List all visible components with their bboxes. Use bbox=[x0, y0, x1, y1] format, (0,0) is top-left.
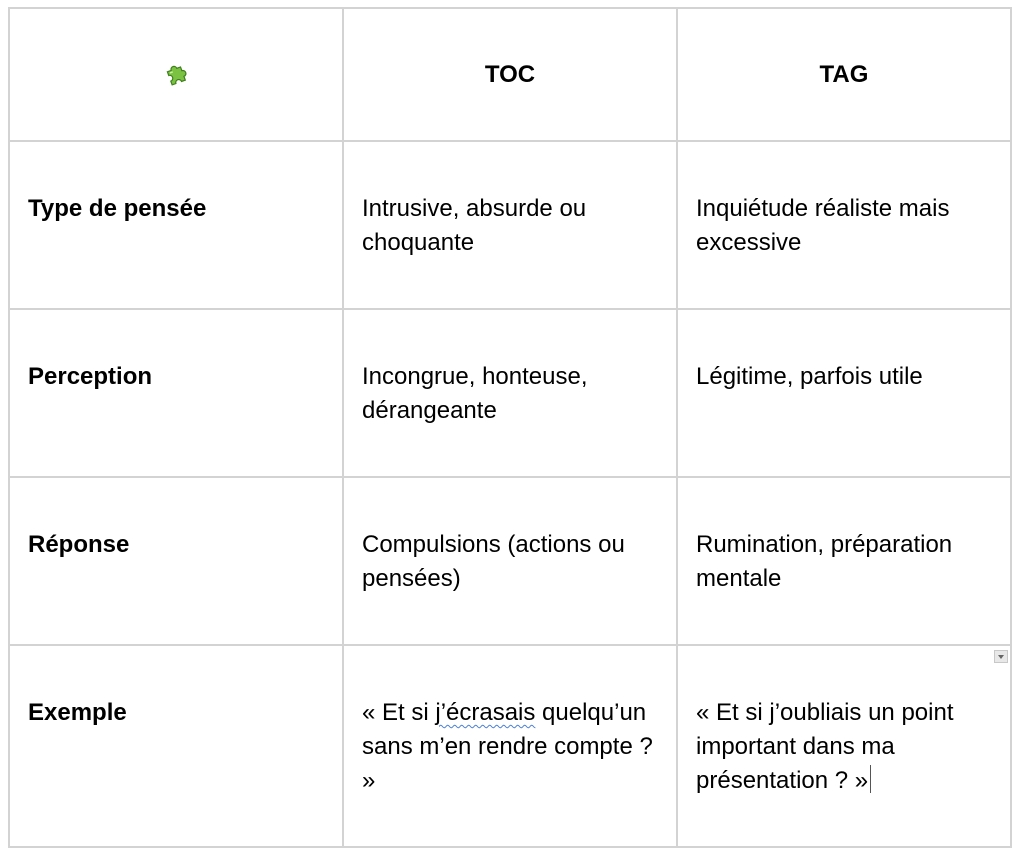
toc-cell-text: Compulsions (actions ou pensées) bbox=[362, 531, 625, 592]
table-header-row bbox=[9, 8, 1011, 141]
tag-cell-content: « Et si j’oubliais un point important dans ma présentation ? » bbox=[696, 699, 954, 794]
spellcheck-word[interactable]: j’écrasais bbox=[435, 699, 536, 726]
table-row bbox=[9, 141, 1011, 309]
header-cell-toc[interactable] bbox=[343, 8, 677, 141]
row-label: Perception bbox=[28, 363, 153, 390]
cell-menu-dropdown-icon[interactable] bbox=[994, 650, 1008, 663]
table-cell[interactable] bbox=[9, 477, 343, 645]
table-row bbox=[9, 645, 1011, 847]
table-cell[interactable] bbox=[677, 477, 1011, 645]
table-cell[interactable] bbox=[677, 309, 1011, 477]
header-cell-icon[interactable] bbox=[9, 8, 343, 141]
column-header-toc: TOC bbox=[484, 60, 536, 88]
column-header-tag: TAG bbox=[819, 60, 869, 88]
toc-cell-text bbox=[344, 696, 676, 798]
toc-cell-text: Intrusive, absurde ou choquante bbox=[362, 195, 587, 256]
toc-text-after: quelqu’un sans m’en rendre compte ? » bbox=[362, 699, 653, 794]
table-cell[interactable] bbox=[343, 477, 677, 645]
tag-cell-text bbox=[678, 696, 1010, 798]
tag-cell-text: Inquiétude réaliste mais excessive bbox=[696, 195, 950, 256]
table-row bbox=[9, 477, 1011, 645]
table-cell[interactable] bbox=[677, 645, 1011, 847]
table-cell[interactable] bbox=[343, 645, 677, 847]
table-cell[interactable] bbox=[677, 141, 1011, 309]
puzzle-piece-icon bbox=[161, 60, 191, 90]
comparison-table bbox=[8, 7, 1012, 848]
table-cell[interactable] bbox=[343, 309, 677, 477]
tag-cell-text: Légitime, parfois utile bbox=[696, 363, 923, 390]
toc-text-before: « Et si bbox=[362, 699, 436, 726]
row-label: Réponse bbox=[28, 531, 130, 558]
table-cell[interactable] bbox=[343, 141, 677, 309]
toc-cell-text: Incongrue, honteuse, dérangeante bbox=[362, 363, 588, 424]
table-cell[interactable] bbox=[9, 141, 343, 309]
row-label: Type de pensée bbox=[28, 195, 207, 222]
header-cell-tag[interactable] bbox=[677, 8, 1011, 141]
text-cursor bbox=[870, 765, 871, 793]
row-label: Exemple bbox=[28, 699, 127, 726]
tag-cell-text: Rumination, préparation mentale bbox=[696, 531, 953, 592]
table-cell[interactable] bbox=[9, 309, 343, 477]
table-row bbox=[9, 309, 1011, 477]
table-cell[interactable] bbox=[9, 645, 343, 847]
